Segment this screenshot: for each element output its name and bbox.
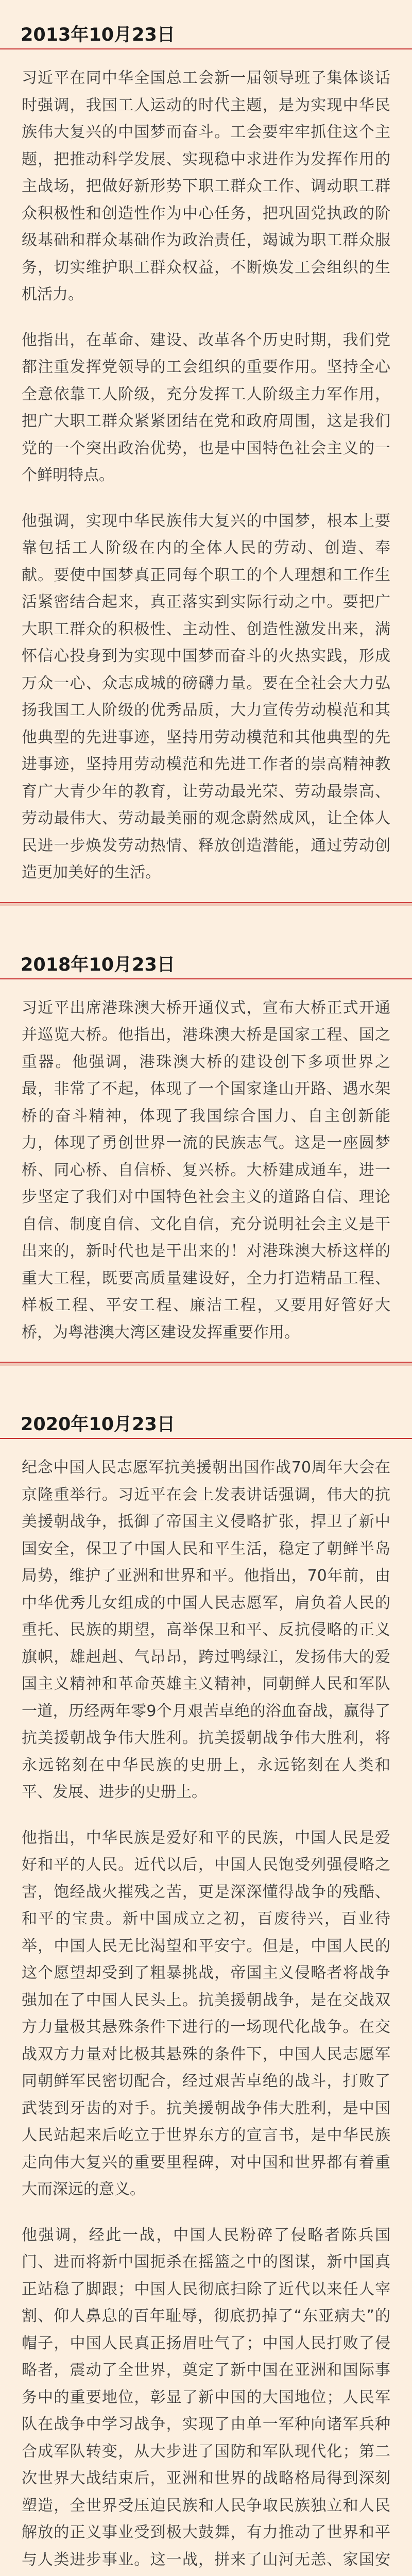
section-divider [0,1362,412,1366]
article-paragraph: 习近平出席港珠澳大桥开通仪式，宣布大桥正式开通并巡览大桥。他指出，港珠澳大桥是国家工程、国之重器。他强调，港珠澳大桥的建设创下多项世界之最，非常了不起，体现了一个国家逢山开路、遇水架桥的奋斗精神，体现了我国综合国力、自主创新能力，体现了勇创世界一流的民族志气。这是一座圆梦桥、同心桥、自信桥、复兴桥。大桥建成通车，进一步坚定了我们对中国特色社会主义的道路自信、理论自信、制度自信、文化自信，充分说明社会主义是干出来的，新时代也是干出来的！对港珠澳大桥这样的重大工程，既要高质量建设好，全力打造精品工程、样板工程、平安工程、廉洁工程，又要用好管好大桥，为粤港澳大湾区建设发挥重要作用。 [22,998,390,1342]
section-divider [0,902,412,906]
article-paragraph: 他强调，经此一战，中国人民粉碎了侵略者陈兵国门、进而将新中国扼杀在摇篮之中的图谋，新中国真正站稳了脚跟；中国人民彻底扫除了近代以来任人宰割、仰人鼻息的百年耻辱，彻底扔掉了“东亚病夫”的帽子，中国人民真正扬眉吐气了；中国人民打败了侵略者，震动了全世界，奠定了新中国在亚洲和国际事务中的重要地位，彰显了新中国的大国地位；人民军队在战争中学习战争，实现了由单一军种向诸军兵种合成军队转变，从大步进了国防和军队现代化；第二次世界大战结束后，亚洲和世界的战略格局得到深刻塑造，全世界受压迫民族和人民争取民族独立和人民解放的正义事业受到极大鼓舞，有力推动了世界和平与人类进步事业。这一战，拼来了山河无恙、家国安 [22,2226,390,2569]
section-date-heading: 2013年10月23日 [0,0,412,49]
article-paragraph: 他指出，在革命、建设、改革各个历史时期，我们党都注重发挥党领导的工会组织的重要作用。坚持全心全意依靠工人阶级，充分发挥工人阶级主力军作用，把广大职工群众紧紧团结在党和政府周围，这是我们党的一个突出政治优势，也是中国特色社会主义的一个鲜明特点。 [22,331,390,484]
article-paragraph: 习近平在同中华全国总工会新一届领导班子集体谈话时强调，我国工人运动的时代主题，是为实现中华民族伟大复兴的中国梦而奋斗。工会要牢牢抓住这个主题，把推动科学发展、实现稳中求进作为发挥作用的主战场，把做好新形势下职工群众工作、调动职工群众积极性和创造性作为中心任务，把巩固党执政的阶级基础和群众基础作为政治责任，竭诚为职工群众服务，切实维护职工群众权益，不断焕发工会组织的生机活力。 [22,69,390,303]
date-section [0,1366,412,2576]
article-paragraph: 纪念中国人民志愿军抗美援朝出国作战70周年大会在京隆重举行。习近平在会上发表讲话强调，伟大的抗美援朝战争，抵御了帝国主义侵略扩张，捍卫了新中国安全，保卫了中国人民和平生活，稳定了朝鲜半岛局势，维护了亚洲和世界和平。他指出，70年前，由中华优秀儿女组成的中国人民志愿军，肩负着人民的重托、民族的期望，高举保卫和平、反抗侵略的正义旗帜，雄赳赳、气昂昂，跨过鸭绿江，发扬伟大的爱国主义精神和革命英雄主义精神，同朝鲜人民和军队一道，历经两年零9个月艰苦卓绝的浴血奋战，赢得了抗美援朝战争伟大胜利。抗美援朝战争伟大胜利，将永远铭刻在中华民族的史册上，永远铭刻在人类和平、发展、进步的史册上。 [22,1459,390,1801]
section-date-heading: 2020年10月23日 [0,1366,412,1439]
date-section [0,0,412,906]
section-date-heading: 2018年10月23日 [0,906,412,979]
article-paragraph: 他指出，中华民族是爱好和平的民族，中国人民是爱好和平的人民。近代以后，中国人民饱受列强侵略之害，饱经战火摧残之苦，更是深深懂得战争的残酷、和平的宝贵。新中国成立之初，百废待兴，百业待举，中国人民无比渴望和平安宁。但是，中国人民的这个愿望却受到了粗暴挑战，帝国主义侵略者将战争强加在了中国人民头上。抗美援朝战争，是在交战双方力量极其悬殊条件下进行的一场现代化战争。在交战双方力量对比极其悬殊的条件下，中国人民志愿军同朝鲜军民密切配合，经过艰苦卓绝的战斗，打败了武装到牙齿的对手。抗美援朝战争伟大胜利，是中国人民站起来后屹立于世界东方的宣言书，是中华民族走向伟大复兴的重要里程碑，对中国和世界都有着重大而深远的意义。 [22,1828,390,2198]
article-paragraph: 他强调，实现中华民族伟大复兴的中国梦，根本上要靠包括工人阶级在内的全体人民的劳动、创造、奉献。要使中国梦真正同每个职工的个人理想和工作生活紧密结合起来，真正落实到实际行动之中。要把广大职工群众的积极性、主动性、创造性激发出来，满怀信心投身到为实现中国梦而奋斗的火热实践，形成万众一心、众志成城的磅礴力量。要在全社会大力弘扬我国工人阶级的优秀品质，大力宣传劳动模范和其他典型的先进事迹，坚持用劳动模范和其他典型的先进事迹，坚持用劳动模范和先进工作者的崇高精神教育广大青少年的教育，让劳动最光荣、劳动最崇高、劳动最伟大、劳动最美丽的观念蔚然成风，让全体人民进一步焕发劳动热情、释放创造潜能，通过劳动创造更加美好的生活。 [22,512,390,882]
date-section [0,906,412,1366]
